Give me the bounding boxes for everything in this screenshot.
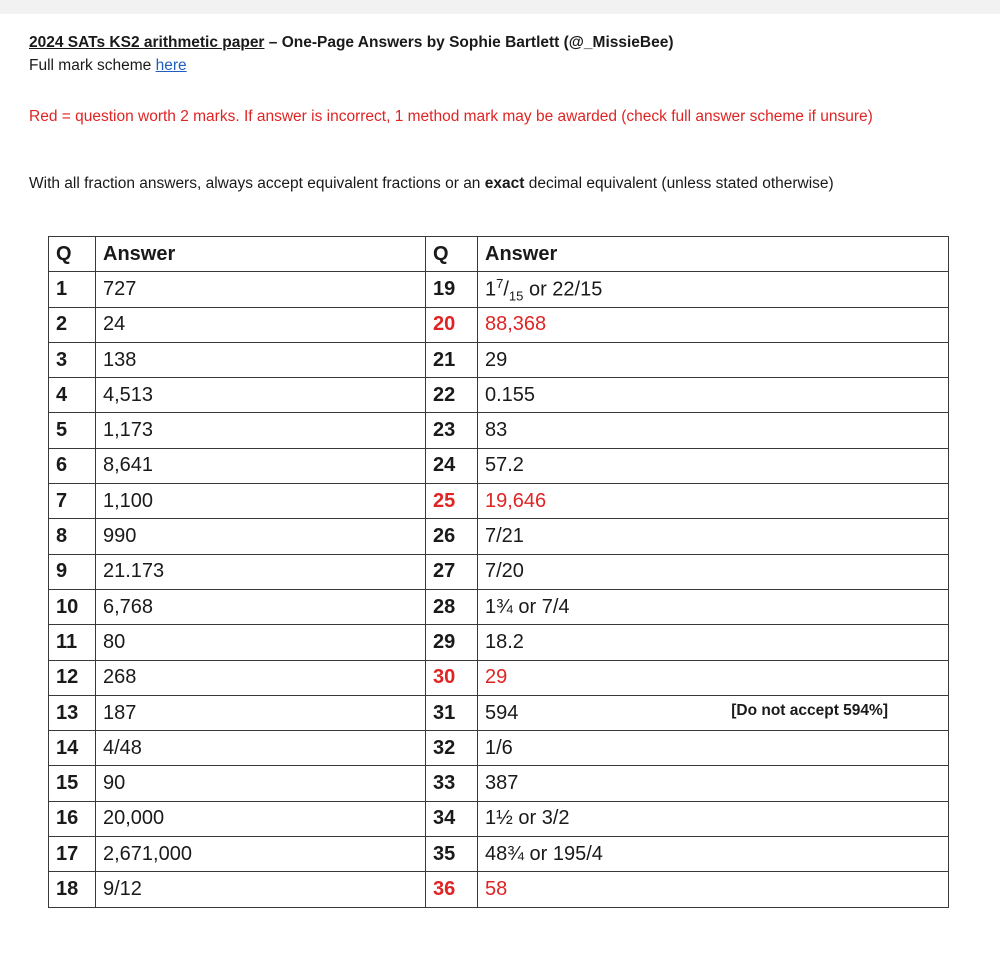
table-row <box>49 589 949 624</box>
answer-right <box>478 378 949 413</box>
answer-right-value: 29 <box>485 666 508 689</box>
answer-right-value: 594 <box>485 701 519 724</box>
question-number-left: 9 <box>49 554 96 589</box>
table-row <box>49 731 949 766</box>
answer-left: 727 <box>96 272 426 307</box>
header-q-left: Q <box>49 237 96 272</box>
question-number-left: 11 <box>49 625 96 660</box>
question-number-left: 8 <box>49 519 96 554</box>
question-number-left: 14 <box>49 731 96 766</box>
question-number-right: 26 <box>426 519 478 554</box>
two-mark-note: Red = question worth 2 marks. If answer is incorrect, 1 method mark may be awarded (check full answer scheme if unsure) <box>29 108 873 125</box>
answer-right <box>478 660 949 695</box>
question-number-left: 13 <box>49 695 96 730</box>
table-row <box>49 448 949 483</box>
answer-right-value: 7/20 <box>485 560 524 583</box>
answer-right-value: 48¾ or 195/4 <box>485 842 603 865</box>
table-row <box>49 660 949 695</box>
table-row <box>49 378 949 413</box>
table-row <box>49 801 949 836</box>
answer-left: 4,513 <box>96 378 426 413</box>
answer-left: 187 <box>96 695 426 730</box>
answers-body <box>49 272 949 907</box>
question-number-right: 30 <box>426 660 478 695</box>
question-number-left: 15 <box>49 766 96 801</box>
mark-scheme-link[interactable]: here <box>155 57 187 74</box>
question-number-left: 7 <box>49 484 96 519</box>
title-rest: – One-Page Answers by Sophie Bartlett (@_MissieBee) <box>264 34 674 51</box>
answer-fraction-slash: / <box>503 278 509 301</box>
answer-right <box>478 342 949 377</box>
answer-right <box>478 589 949 624</box>
question-number-right: 28 <box>426 589 478 624</box>
answer-right <box>478 484 949 519</box>
answer-right-value: 1/6 <box>485 736 513 759</box>
table-row <box>49 413 949 448</box>
question-number-left: 18 <box>49 872 96 907</box>
answers-table <box>48 236 949 908</box>
table-row <box>49 484 949 519</box>
fraction-note <box>29 171 929 196</box>
answer-left: 6,768 <box>96 589 426 624</box>
question-number-right: 32 <box>426 731 478 766</box>
question-number-left: 3 <box>49 342 96 377</box>
question-number-right: 24 <box>426 448 478 483</box>
answer-note: [Do not accept 594%] <box>731 701 888 719</box>
answer-fraction-denominator: 15 <box>508 288 524 304</box>
question-number-right: 36 <box>426 872 478 907</box>
table-row <box>49 272 949 307</box>
answer-left: 8,641 <box>96 448 426 483</box>
table-row <box>49 519 949 554</box>
answer-right-value: 7/21 <box>485 525 524 548</box>
answer-right-value: 88,368 <box>485 313 547 336</box>
subtitle <box>29 57 187 75</box>
answer-right <box>478 448 949 483</box>
answer-right <box>478 554 949 589</box>
top-band <box>0 0 1000 14</box>
question-number-left: 16 <box>49 801 96 836</box>
table-row <box>49 307 949 342</box>
answer-left: 138 <box>96 342 426 377</box>
question-number-right: 31 <box>426 695 478 730</box>
answer-fraction-numerator: 7 <box>496 275 504 291</box>
question-number-right: 21 <box>426 342 478 377</box>
answer-right-value: 57.2 <box>485 454 524 477</box>
header-q-right: Q <box>426 237 478 272</box>
table-row <box>49 766 949 801</box>
answer-right <box>478 731 949 766</box>
answer-right-value: 58 <box>485 877 508 900</box>
answer-left: 4/48 <box>96 731 426 766</box>
answer-right-value: 1½ or 3/2 <box>485 807 570 830</box>
answer-left: 1,100 <box>96 484 426 519</box>
answer-left: 20,000 <box>96 801 426 836</box>
table-row <box>49 695 949 730</box>
answer-right-value: 1¾ or 7/4 <box>485 595 570 618</box>
table-row <box>49 554 949 589</box>
question-number-right: 34 <box>426 801 478 836</box>
answer-left: 24 <box>96 307 426 342</box>
answer-left: 268 <box>96 660 426 695</box>
answer-left: 21.173 <box>96 554 426 589</box>
question-number-left: 1 <box>49 272 96 307</box>
page-title <box>29 34 674 52</box>
table-row <box>49 625 949 660</box>
question-number-right: 20 <box>426 307 478 342</box>
header-answer-right: Answer <box>478 237 949 272</box>
table-row <box>49 342 949 377</box>
question-number-right: 33 <box>426 766 478 801</box>
answer-right <box>478 625 949 660</box>
fraction-note-after: decimal equivalent (unless stated otherwise) <box>524 175 834 192</box>
title-underlined: 2024 SATs KS2 arithmetic paper <box>29 34 265 51</box>
answer-right <box>478 413 949 448</box>
question-number-left: 5 <box>49 413 96 448</box>
question-number-left: 17 <box>49 837 96 872</box>
answer-right <box>478 766 949 801</box>
answer-right <box>478 837 949 872</box>
table-row <box>49 837 949 872</box>
answer-left: 90 <box>96 766 426 801</box>
answer-right <box>478 872 949 907</box>
header-answer-left: Answer <box>96 237 426 272</box>
table-row <box>49 872 949 907</box>
answer-left: 1,173 <box>96 413 426 448</box>
answer-right <box>478 695 949 730</box>
answer-right-value: 387 <box>485 772 519 795</box>
answer-left: 80 <box>96 625 426 660</box>
fraction-note-bold: exact <box>484 175 525 192</box>
answer-right <box>478 519 949 554</box>
answer-left: 9/12 <box>96 872 426 907</box>
answer-right-value: 19,646 <box>485 489 547 512</box>
answer-right-value: 0.155 <box>485 383 536 406</box>
question-number-right: 22 <box>426 378 478 413</box>
question-number-left: 10 <box>49 589 96 624</box>
table-header-row <box>49 237 949 272</box>
question-number-left: 12 <box>49 660 96 695</box>
answer-right-value: 18.2 <box>485 630 524 653</box>
answer-fraction-rest: or 22/15 <box>523 278 603 301</box>
question-number-left: 6 <box>49 448 96 483</box>
question-number-right: 27 <box>426 554 478 589</box>
answer-left: 2,671,000 <box>96 837 426 872</box>
answer-right <box>478 801 949 836</box>
subtitle-text: Full mark scheme <box>29 57 156 74</box>
answer-right <box>478 307 949 342</box>
answer-right-value: 83 <box>485 419 508 442</box>
question-number-right: 23 <box>426 413 478 448</box>
question-number-left: 4 <box>49 378 96 413</box>
question-number-right: 29 <box>426 625 478 660</box>
question-number-right: 19 <box>426 272 478 307</box>
answer-right <box>478 272 949 307</box>
question-number-right: 35 <box>426 837 478 872</box>
answer-right-value: 29 <box>485 348 508 371</box>
fraction-note-before: With all fraction answers, always accept equivalent fractions or an <box>29 175 485 192</box>
question-number-right: 25 <box>426 484 478 519</box>
answer-left: 990 <box>96 519 426 554</box>
question-number-left: 2 <box>49 307 96 342</box>
answer-fraction-whole: 1 <box>485 278 497 301</box>
